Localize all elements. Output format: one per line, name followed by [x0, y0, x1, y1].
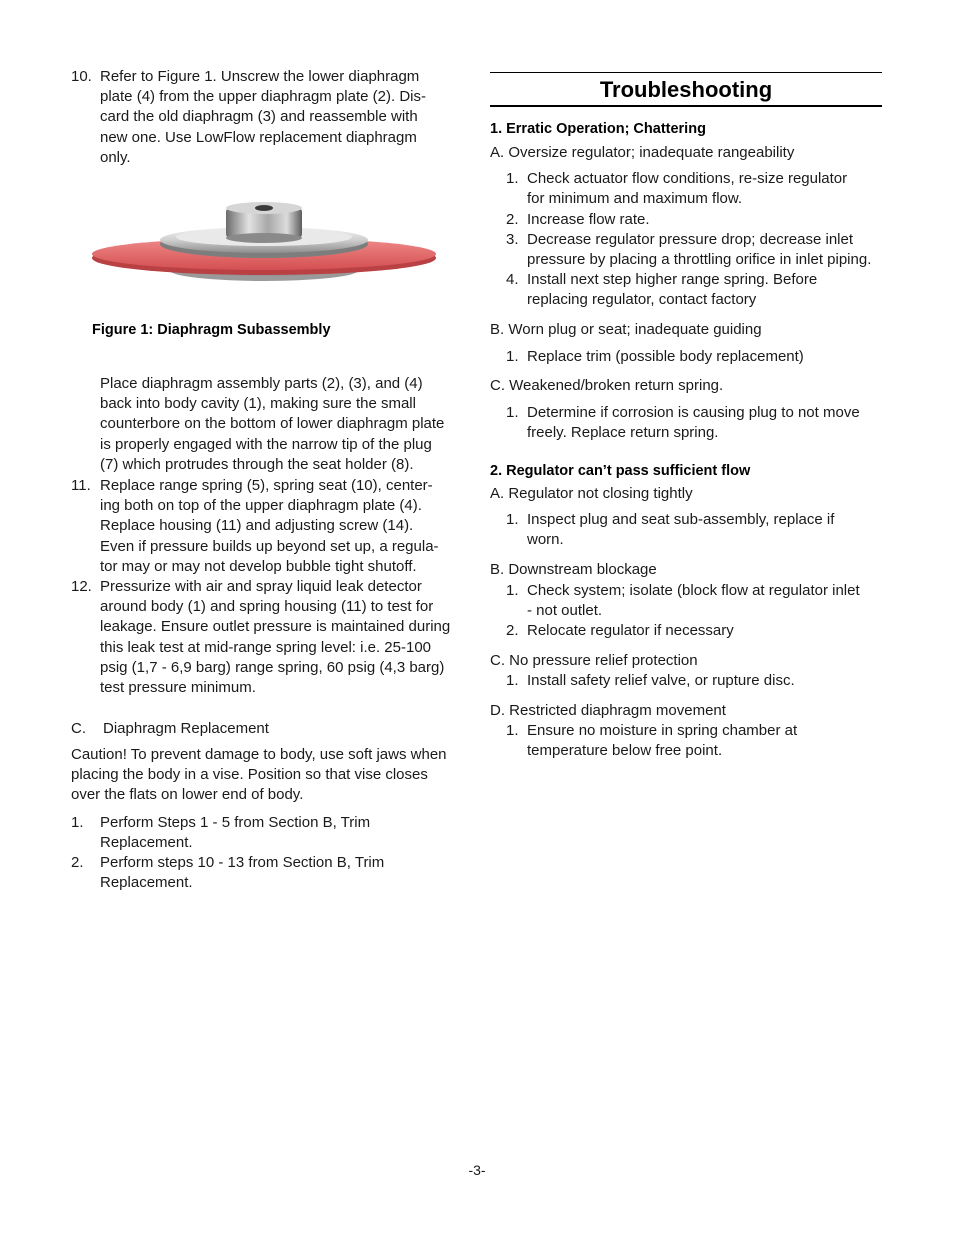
section-c-label: C.: [71, 720, 86, 737]
c-step-2-text: Perform steps 10 - 13 from Section B, Trim Replacement.: [100, 854, 385, 892]
remedy-2a1-number: 1.: [506, 511, 519, 528]
remedy-2d1-number: 1.: [506, 722, 519, 739]
step-10-number: 10.: [71, 68, 92, 85]
remedy-1a2-number: 2.: [506, 211, 519, 228]
c-step-1-text: Perform Steps 1 - 5 from Section B, Trim Replacement.: [100, 814, 371, 852]
remedy-1a1-number: 1.: [506, 170, 519, 187]
cause-2b: B. Downstream blockage: [490, 561, 657, 578]
remedy-1a4-number: 4.: [506, 271, 519, 288]
remedy-2c1-number: 1.: [506, 672, 519, 689]
step-11-text: Replace range spring (5), spring seat (10), center- ing both on top of the upper diaphragm plate (4). Replace housing (11) and adjusting screw (14). Even if pressure builds up beyond set up, a regula- tor may or may not develop bubble tight shutoff.: [100, 477, 439, 575]
remedy-2b2-text: Relocate regulator if necessary: [527, 622, 734, 639]
remedy-1b1-text: Replace trim (possible body replacement): [527, 348, 804, 365]
step-10-text: Refer to Figure 1. Unscrew the lower diaphragm plate (4) from the upper diaphragm plate (2). Dis- card the old diaphragm (3) and reassemble with new one. Use LowFlow replacement diaphragm only.: [100, 68, 426, 166]
remedy-1b1-number: 1.: [506, 348, 519, 365]
cause-1c: C. Weakened/broken return spring.: [490, 377, 724, 394]
step-11-number: 11.: [71, 477, 91, 494]
remedy-1a3-number: 3.: [506, 231, 519, 248]
remedy-1a2-text: Increase flow rate.: [527, 211, 650, 228]
c-step-2-number: 2.: [71, 854, 84, 871]
page-number: -3-: [468, 1162, 486, 1178]
issue-1-heading: 1. Erratic Operation; Chattering: [490, 121, 706, 137]
diaphragm-subassembly-figure: [88, 196, 440, 292]
remedy-1a1-text: Check actuator flow conditions, re-size regulator for minimum and maximum flow.: [527, 170, 848, 208]
remedy-2a1-text: Inspect plug and seat sub-assembly, replace if worn.: [527, 511, 835, 549]
remedy-2b2-number: 2.: [506, 622, 519, 639]
issue-2-heading: 2. Regulator can’t pass sufficient flow: [490, 463, 751, 479]
remedy-2b1-number: 1.: [506, 582, 519, 599]
cause-2d: D. Restricted diaphragm movement: [490, 702, 726, 719]
remedy-2d1-text: Ensure no moisture in spring chamber at temperature below free point.: [527, 722, 798, 760]
step-12-text: Pressurize with air and spray liquid leak detector around body (1) and spring housing (11) to test for leakage. Ensure outlet pressure is maintained during this leak test at mid-range spring level: i.e. 25-100 psig (1,7 - 6,9 barg) range spring, 60 psig (4,3 barg) test pressure minimum.: [100, 578, 451, 697]
c-step-1-number: 1.: [71, 814, 84, 831]
remedy-2b1-text: Check system; isolate (block flow at regulator inlet - not outlet.: [527, 582, 860, 620]
troubleshooting-heading-box: [490, 72, 882, 107]
place-diaphragm-text: Place diaphragm assembly parts (2), (3), and (4) back into body cavity (1), making sure the small counterbore on the bottom of lower diaphragm plate is properly engaged with the narrow tip of the plug (7) which protrudes through the seat holder (8).: [100, 375, 445, 473]
remedy-1a3-text: Decrease regulator pressure drop; decrease inlet pressure by placing a throttling orifice in inlet piping.: [527, 231, 872, 269]
remedy-2c1-text: Install safety relief valve, or rupture disc.: [527, 672, 795, 689]
caution-text: Caution! To prevent damage to body, use soft jaws when placing the body in a vise. Position so that vise closes over the flats on lower end of body.: [71, 746, 447, 804]
remedy-1c1-number: 1.: [506, 404, 519, 421]
cause-1a: A. Oversize regulator; inadequate rangeability: [490, 144, 795, 161]
cause-2a: A. Regulator not closing tightly: [490, 485, 693, 502]
step-12-number: 12.: [71, 578, 92, 595]
cause-2c: C. No pressure relief protection: [490, 652, 698, 669]
remedy-1a4-text: Install next step higher range spring. Before replacing regulator, contact factory: [527, 271, 818, 309]
remedy-1c1-text: Determine if corrosion is causing plug to not move freely. Replace return spring.: [527, 404, 860, 442]
section-c-title: Diaphragm Replacement: [103, 720, 269, 737]
figure-caption: Figure 1: Diaphragm Subassembly: [92, 322, 331, 338]
page-title: Troubleshooting: [599, 77, 773, 102]
cause-1b: B. Worn plug or seat; inadequate guiding: [490, 321, 762, 338]
